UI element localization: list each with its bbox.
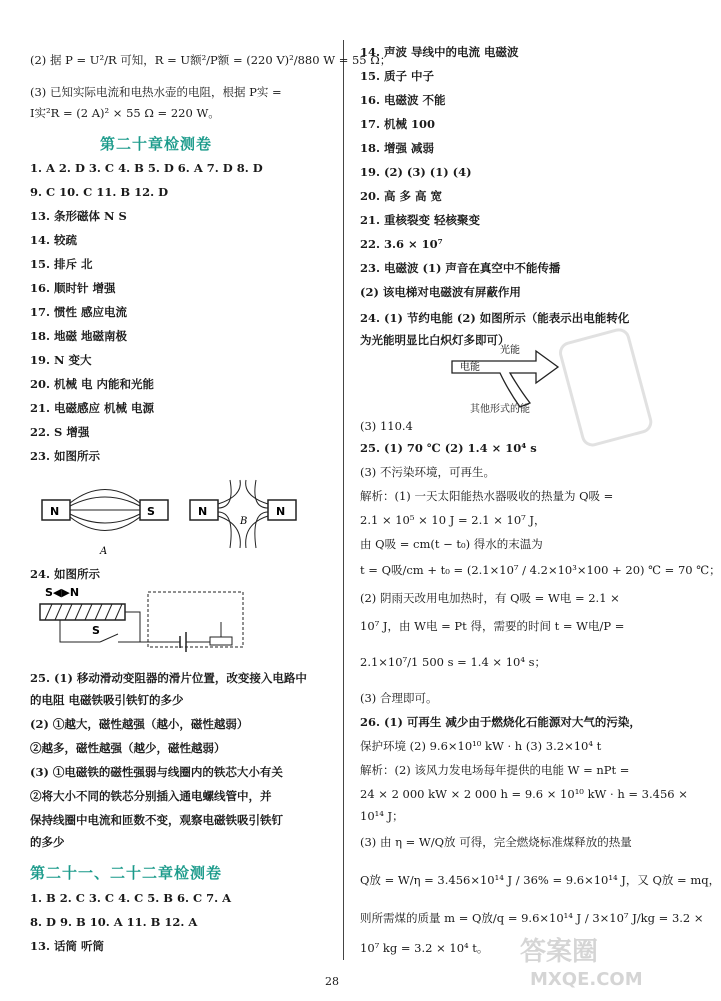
answer-line: 19. N 变大 (30, 353, 92, 367)
answer-line: 25. (1) 移动滑动变阻器的滑片位置，改变接入电路中 (30, 671, 307, 685)
answer-line: 14. 较疏 (30, 233, 78, 247)
answer-line: (2) 阴雨天改用电加热时，有 Q吸 = W电 = 2.1 × (360, 591, 620, 605)
answer-line: 22. S 增强 (30, 425, 90, 439)
answer-line: 21. 重核裂变 轻核聚变 (360, 213, 481, 227)
answer-line: 10⁷ kg = 3.2 × 10⁴ t。 (360, 941, 489, 955)
answer-line: (2) ①越大，磁性越强（越小，磁性越弱） (30, 717, 249, 731)
answer-line: 26. (1) 可再生 减少由于燃烧化石能源对大气的污染， (360, 715, 641, 729)
watermark-stamp (560, 330, 650, 450)
answer-line: (3) 不污染环境，可再生。 (360, 465, 495, 479)
answer-line: 保护环境 (2) 9.6×10¹⁰ kW · h (3) 3.2×10⁴ t (360, 739, 602, 753)
answer-line: 18. 地磁 地磁南极 (30, 329, 128, 343)
answer-line: 18. 增强 减弱 (360, 141, 435, 155)
column-divider (343, 40, 344, 960)
svg-text:MXQE.COM: MXQE.COM (530, 969, 643, 990)
answer-line: 10¹⁴ J； (360, 809, 404, 823)
answer-line: 20. 机械 电 内能和光能 (30, 377, 155, 391)
answer-line: 保持线圈中电流和匝数不变，观察电磁铁吸引铁钉 (30, 813, 283, 827)
answer-line: 14. 声波 导线中的电流 电磁波 (360, 45, 519, 59)
answer-line: 19. (2) (3) (1) (4) (360, 165, 472, 179)
chapter-21-22-title: 第二十一、二十二章检测卷 (30, 864, 223, 882)
answer-line: 10⁷ J，由 W电 = Pt 得，需要的时间 t = W电/P = (360, 619, 625, 633)
watermark-logo (520, 930, 665, 990)
magnet-field-figure (40, 478, 310, 558)
answer-line: 15. 质子 中子 (360, 69, 435, 83)
svg-text:答案圈: 答案圈 (520, 937, 599, 967)
answer-line: 17. 机械 100 (360, 117, 436, 131)
answer-line: 22. 3.6 × 10⁷ (360, 237, 443, 251)
answer-line: ②将大小不同的铁芯分别插入通电螺线管中，并 (30, 789, 272, 803)
point-label: A (100, 546, 108, 557)
answer-line: (2) 该电梯对电磁波有屏蔽作用 (360, 285, 521, 299)
pole-label: S (147, 505, 155, 518)
answer-line: 23. 如图所示 (30, 449, 101, 463)
answer-line: (3) 110.4 (360, 419, 413, 433)
answer-line: t = Q吸/cm + t₀ = (2.1×10⁷ / 4.2×10³×100 + 20) ℃ = 70 ℃； (360, 563, 721, 577)
answer-line: ②越多，磁性越强（越少，磁性越弱） (30, 741, 226, 755)
page-number: 28 (325, 975, 339, 988)
answer-line: 13. 话筒 听筒 (30, 939, 105, 953)
answer-line: 2.1×10⁷/1 500 s = 1.4 × 10⁴ s； (360, 655, 547, 669)
answer-line: 1. B 2. C 3. C 4. C 5. B 6. C 7. A (30, 891, 232, 905)
answer-line: (3) 合理即可。 (360, 691, 438, 705)
chapter-20-title: 第二十章检测卷 (100, 135, 213, 153)
answer-line: 24 × 2 000 kW × 2 000 h = 9.6 × 10¹⁰ kW · h = 3.456 × (360, 787, 688, 801)
answer-line: 20. 高 多 高 宽 (360, 189, 443, 203)
answer-line: 1. A 2. D 3. C 4. B 5. D 6. A 7. D 8. D (30, 161, 263, 175)
energy-label: 光能 (500, 345, 520, 356)
answer-line: 13. 条形磁体 N S (30, 209, 127, 223)
pole-label: N (50, 505, 60, 518)
answer-line: (3) 由 η = W/Q放 可得，完全燃烧标准煤释放的热量 (360, 835, 632, 849)
answer-line: (2) 据 P = U²/R 可知，R = U额²/P额 = (220 V)²/880 W = 55 Ω； (30, 53, 392, 67)
energy-label: 电能 (460, 362, 480, 373)
pole-label: S◀▶N (45, 586, 80, 599)
answer-line: 8. D 9. B 10. A 11. B 12. A (30, 915, 198, 929)
answer-line: 的多少 (30, 835, 65, 849)
answer-line: I实²R = (2 A)² × 55 Ω = 220 W。 (30, 106, 220, 120)
answer-line: (3) 已知实际电流和电热水壶的电阻，根据 P实 = (30, 85, 282, 99)
answer-line: 为光能明显比白炽灯多即可） (360, 333, 510, 347)
electromagnet-circuit-figure (40, 582, 250, 652)
answer-line: 2.1 × 10⁵ × 10 J = 2.1 × 10⁷ J， (360, 513, 546, 527)
answer-line: (3) ①电磁铁的磁性强弱与线圈内的铁芯大小有关 (30, 765, 283, 779)
answer-line: 解析：(1) 一天太阳能热水器吸收的热量为 Q吸 = (360, 489, 614, 503)
answer-line: 由 Q吸 = cm(t − t₀) 得水的末温为 (360, 537, 543, 551)
answer-line: 15. 排斥 北 (30, 257, 93, 271)
answer-line: 24. (1) 节约电能 (2) 如图所示（能表示出电能转化 (360, 311, 630, 325)
answer-line: 9. C 10. C 11. B 12. D (30, 185, 169, 199)
answer-line: 解析：(2) 该风力发电场每年提供的电能 W = nPt = (360, 763, 630, 777)
pole-label: N (276, 505, 286, 518)
answer-line: 16. 顺时针 增强 (30, 281, 116, 295)
energy-label: 其他形式的能 (470, 404, 530, 415)
switch-label: S (92, 624, 100, 637)
point-label: B (240, 516, 248, 527)
answer-line: 的电阻 电磁铁吸引铁钉的多少 (30, 693, 184, 707)
answer-line: 21. 电磁感应 机械 电源 (30, 401, 155, 415)
answer-line: Q放 = W/η = 3.456×10¹⁴ J / 36% = 9.6×10¹⁴ J，又 Q放 = mq， (360, 873, 721, 887)
answer-line: 则所需煤的质量 m = Q放/q = 9.6×10¹⁴ J / 3×10⁷ J/kg = 3.2 × (360, 911, 704, 925)
answer-line: 16. 电磁波 不能 (360, 93, 446, 107)
answer-line: 25. (1) 70 ℃ (2) 1.4 × 10⁴ s (360, 441, 537, 455)
answer-line: 24. 如图所示 (30, 567, 101, 581)
pole-label: N (198, 505, 208, 518)
answer-line: 23. 电磁波 (1) 声音在真空中不能传播 (360, 261, 561, 275)
answer-line: 17. 惯性 感应电流 (30, 305, 128, 319)
